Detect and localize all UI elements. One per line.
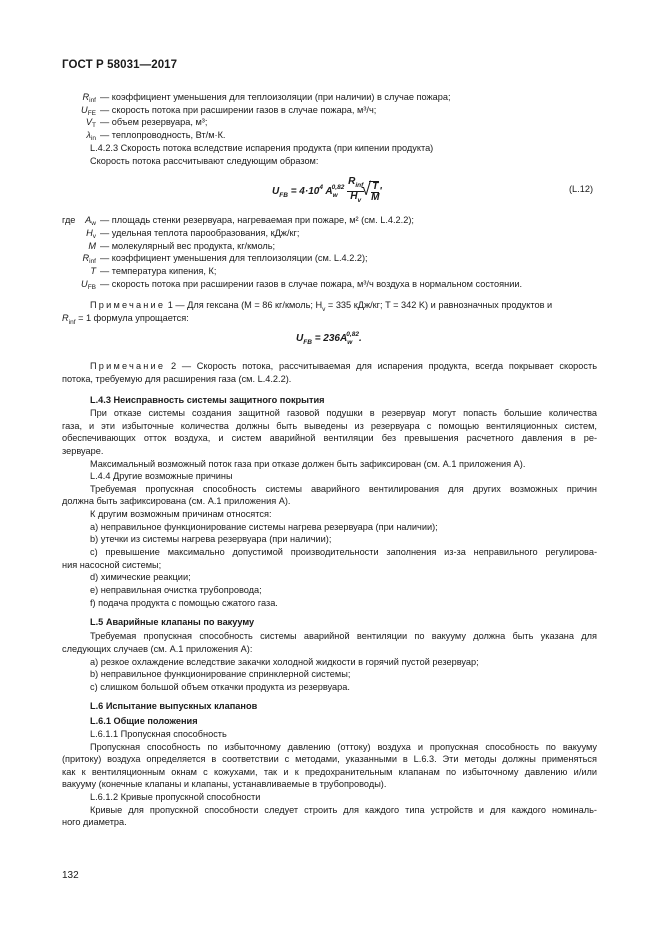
list-item: a) неправильное функционирование системы нагрева резервуара (при наличии); bbox=[90, 522, 438, 532]
paragraph-line: (притоку) воздуха определяется в соответствии с методами, указанными в L.6.3. Эти методы должны применяться bbox=[62, 754, 597, 764]
definition-symbol: $R_{inf}$ bbox=[82, 253, 96, 265]
list-item: a) резкое охлаждение вследствие закачки холодной жидкости в горячий пустой резервуар; bbox=[90, 657, 479, 667]
paragraph: К другим возможным причинам относятся: bbox=[90, 509, 272, 519]
formula-hexane: $U_{FB} = 236A_w^{0,82}$. bbox=[296, 331, 362, 346]
list-item: c) превышение максимально допустимой производительности заполнения из-за неправильного регулирова- bbox=[90, 547, 597, 557]
section-heading-l44: L.4.4 Другие возможные причины bbox=[90, 471, 233, 481]
section-heading-l61: L.6.1 Общие положения bbox=[90, 716, 198, 726]
definition-symbol: M bbox=[88, 241, 96, 251]
section-heading-l423: L.4.2.3 Скорость потока вследствие испарения продукта (при кипении продукта) bbox=[90, 143, 434, 153]
paragraph-line: При отказе системы создания защитной газовой подушки в резервуар могут попасть большие количества bbox=[90, 408, 597, 418]
equation-number: (L.12) bbox=[569, 184, 594, 194]
paragraph-line: Пропускная способность по избыточному давлению (оттоку) воздуха и пропускная способность по вакууму bbox=[90, 742, 597, 752]
definition-text: — скорость потока при расширении газов в случае пожара, м³/ч воздуха в нормальном состоянии. bbox=[100, 279, 523, 289]
paragraph: Скорость потока рассчитывают следующим образом: bbox=[90, 156, 319, 166]
where-label: где bbox=[62, 215, 76, 225]
paragraph: Максимальный возможный поток газа при отказе должен быть зафиксирован (см. А.1 приложения А). bbox=[90, 459, 526, 469]
definition-text: — площадь стенки резервуара, нагреваемая при пожаре, м² (см. L.4.2.2); bbox=[100, 215, 414, 225]
paragraph-line: газа, и эти избыточные количества должны быть выведены из резервуара с помощью вентиляционных систем, bbox=[62, 421, 597, 431]
definition-symbol: $A_w$ bbox=[85, 215, 96, 227]
list-item: e) неправильная очистка трубопровода; bbox=[90, 585, 262, 595]
definition-text: — коэффициент уменьшения для теплоизоляции (при наличии) в случае пожара; bbox=[100, 92, 451, 102]
list-item-cont: ния насосной системы; bbox=[62, 560, 162, 570]
paragraph-line: должна быть зафиксирована (см. А.1 приложения А). bbox=[62, 496, 291, 506]
section-heading-l5: L.5 Аварийные клапаны по вакууму bbox=[90, 617, 255, 627]
definition-text: — теплопроводность, Вт/м·К. bbox=[100, 130, 226, 140]
document-header: ГОСТ Р 58031—2017 bbox=[62, 59, 178, 71]
paragraph-line: Требуемая пропускная способность системы аварийного вентилирования для других возможных причин bbox=[90, 484, 597, 494]
paragraph-line: как к вентиляционным окнам с кожухами, так и к предохранительным клапанам по избыточному давлению и/или bbox=[62, 767, 597, 777]
definition-symbol: $U_{FB}$ bbox=[81, 279, 96, 291]
paragraph-line: обеспечивающих отток воздуха, и систем аварийной вентиляции без превышения расчетного давления в ре- bbox=[62, 433, 597, 443]
formula-l12: $U_{FB} = 4\cdot 10^4$ $A_w^{0,82}$ $\frac{R_{inf}}{H_v}$ √ $\frac{T}{M}$ ' bbox=[272, 177, 382, 206]
list-item: d) химические реакции; bbox=[90, 572, 191, 582]
section-heading-l43: L.4.3 Неисправность системы защитного покрытия bbox=[90, 395, 325, 405]
list-item: b) утечки из системы нагрева резервуара (при наличии); bbox=[90, 534, 332, 544]
note-2-cont: потока, требуемую для расширения газа (см. L.4.2.2). bbox=[62, 374, 292, 384]
list-item: b) неправильное функционирование спринклерной системы; bbox=[90, 669, 351, 679]
note-1-cont: $R_{inf} = 1$ формула упрощается: bbox=[62, 313, 189, 326]
list-item: f) подача продукта с помощью сжатого газа. bbox=[90, 598, 278, 608]
paragraph-line: Кривые для пропускной способности следует строить для каждого типа устройств и для каждого номиналь- bbox=[90, 805, 597, 815]
note-1: Примечание 1 — Для гексана (M = 86 кг/кмоль; $H_v = 335$ кДж/кг; T = 342 K) и равнозначных продуктов и bbox=[90, 300, 553, 313]
list-item: c) слишком большой объем откачки продукта из резервуара. bbox=[90, 682, 350, 692]
definition-symbol: $R_{inf}$ bbox=[82, 92, 96, 104]
page-number: 132 bbox=[62, 870, 79, 881]
definition-text: — объем резервуара, м³; bbox=[100, 117, 208, 127]
section-heading-l611: L.6.1.1 Пропускная способность bbox=[90, 729, 227, 739]
definition-symbol: $U_{FE}$ bbox=[81, 105, 96, 117]
definition-text: — скорость потока при расширении газов в случае пожара, м³/ч; bbox=[100, 105, 377, 115]
definition-text: — удельная теплота парообразования, кДж/кг; bbox=[100, 228, 300, 238]
paragraph-line: ного диаметра. bbox=[62, 817, 127, 827]
definition-text: — температура кипения, К; bbox=[100, 266, 217, 276]
paragraph-line: вакууму (конечные клапаны и клапаны, устанавливаемые в трубопроводы). bbox=[62, 779, 387, 789]
section-heading-l612: L.6.1.2 Кривые пропускной способности bbox=[90, 792, 261, 802]
section-heading-l6: L.6 Испытание выпускных клапанов bbox=[90, 701, 258, 711]
definition-symbol: $\lambda_{in}$ bbox=[86, 130, 96, 142]
definition-text: — коэффициент уменьшения для теплоизоляции (см. L.4.2.2); bbox=[100, 253, 368, 263]
definition-symbol: $V_T$ bbox=[85, 117, 96, 129]
definition-text: — молекулярный вес продукта, кг/кмоль; bbox=[100, 241, 276, 251]
paragraph-line: Требуемая пропускная способность системы аварийной вентиляции по вакууму должна быть указана для bbox=[90, 631, 597, 641]
paragraph-line: зервуаре. bbox=[62, 446, 104, 456]
definition-symbol: $H_v$ bbox=[86, 228, 96, 240]
paragraph-line: следующих случаев (см. А.1 приложения А): bbox=[62, 644, 253, 654]
note-2: Примечание 2 — Скорость потока, рассчитываемая для испарения продукта, всегда покрывает скорость bbox=[90, 361, 597, 371]
definition-symbol: T bbox=[90, 266, 96, 276]
